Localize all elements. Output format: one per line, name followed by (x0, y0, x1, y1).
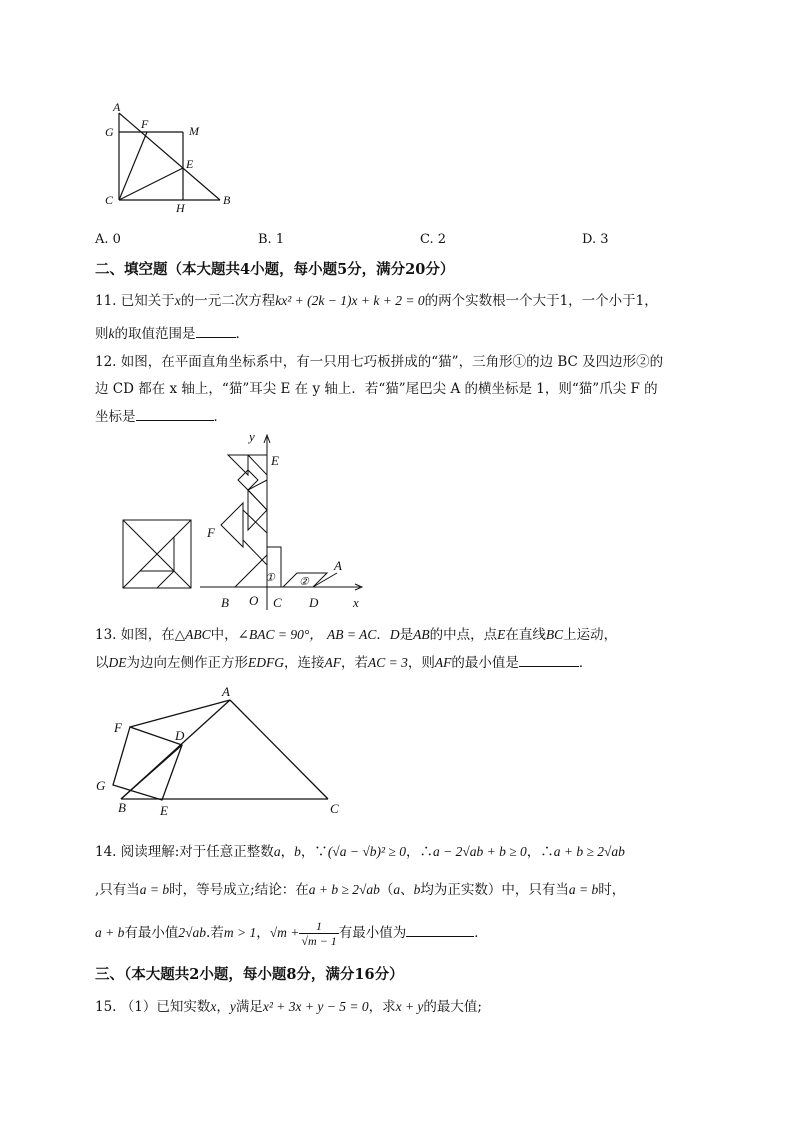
svg-text:D: D (309, 595, 319, 610)
svg-text:①: ① (265, 572, 275, 584)
answer-blank (519, 652, 579, 667)
section-3-title: 三、（本大题共2小题，每小题8分，满分16分） (95, 966, 404, 983)
svg-text:C: C (273, 595, 282, 610)
label-B: B (223, 193, 231, 207)
label-A: A (113, 100, 121, 114)
svg-text:y: y (249, 429, 255, 444)
section-2-title: 二、填空题（本大题共4小题，每小题5分，满分20分） (95, 261, 455, 278)
q14-line1: 14. 阅读理解:对于任意正整数a，b，∵(√a − √b)² ≥ 0，∴a − 2√ab + b ≥ 0，∴a + b ≥ 2√ab (95, 844, 625, 860)
svg-text:x: x (353, 595, 359, 610)
label-C: C (105, 193, 114, 207)
svg-text:D: D (175, 728, 185, 743)
q13-line2: 以DE为边向左侧作正方形EDFG，连接AF，若AC = 3，则AF的最小值是 ． (95, 652, 592, 673)
svg-text:E: E (271, 453, 279, 468)
q11-line1: 11. 已知关于x的一元二次方程kx² + (2k − 1)x + k + 2 = 0的两个实数根一个大于1，一个小于1， (95, 293, 658, 309)
answer-blank (136, 406, 214, 421)
q12-line1: 12. 如图，在平面直角坐标系中，有一只用七巧板拼成的“猫”，三角形①的边 BC 及四边形②的 (95, 354, 664, 370)
svg-text:②: ② (299, 576, 309, 588)
fraction: $\frac{1}{√m - 1}$ (301, 919, 337, 948)
answer-blank (196, 323, 236, 338)
svg-text:F: F (207, 525, 215, 540)
figure-q13 (92, 680, 352, 820)
svg-text:B: B (118, 800, 126, 815)
answer-blank (406, 922, 474, 937)
figure-q10 (95, 95, 245, 215)
q12-line3: 坐标是 ． (95, 406, 227, 427)
q11-line2: 则k的取值范围是 ． (95, 323, 249, 344)
svg-text:F: F (114, 720, 122, 735)
label-E: E (186, 157, 194, 171)
label-G: G (105, 125, 114, 139)
svg-text:A: A (334, 558, 342, 573)
option-a: A. 0 (95, 232, 121, 247)
option-c: C. 2 (420, 232, 447, 247)
svg-text:E: E (160, 803, 168, 818)
label-H: H (176, 201, 185, 215)
q13-line1: 13. 如图，在△ABC中，∠BAC = 90°， AB = AC．D是AB的中点，点E在直线BC上运动， (95, 627, 618, 643)
q12-line2: 边 CD 都在 x 轴上，“猫”耳尖 E 在 y 轴上．若“猫”尾巴尖 A 的横坐标是 1，则“猫”爪尖 F 的 (95, 381, 658, 397)
svg-text:A: A (222, 684, 230, 699)
q15-line1: 15. （1）已知实数x，y满足x² + 3x + y − 5 = 0，求x + y的最大值; (95, 999, 482, 1015)
svg-text:O: O (249, 593, 259, 608)
figure-q12 (115, 425, 375, 615)
q14-line3: a + b有最小值2√ab.若m > 1，√m + $\frac{1}{√m - 1}$ 有最小值为 ． (95, 919, 488, 948)
svg-text:C: C (330, 801, 339, 816)
label-M: M (189, 124, 199, 138)
svg-text:G: G (96, 778, 106, 793)
option-d: D. 3 (582, 232, 609, 247)
q14-line2: ,只有当a = b时，等号成立;结论：在a + b ≥ 2√ab（a、b均为正实数）中，只有当a = b时， (95, 882, 626, 898)
svg-text:B: B (221, 595, 229, 610)
option-b: B. 1 (258, 232, 285, 247)
label-F: F (141, 117, 149, 131)
q11-equation: kx² + (2k − 1)x + k + 2 = 0 (275, 293, 425, 308)
